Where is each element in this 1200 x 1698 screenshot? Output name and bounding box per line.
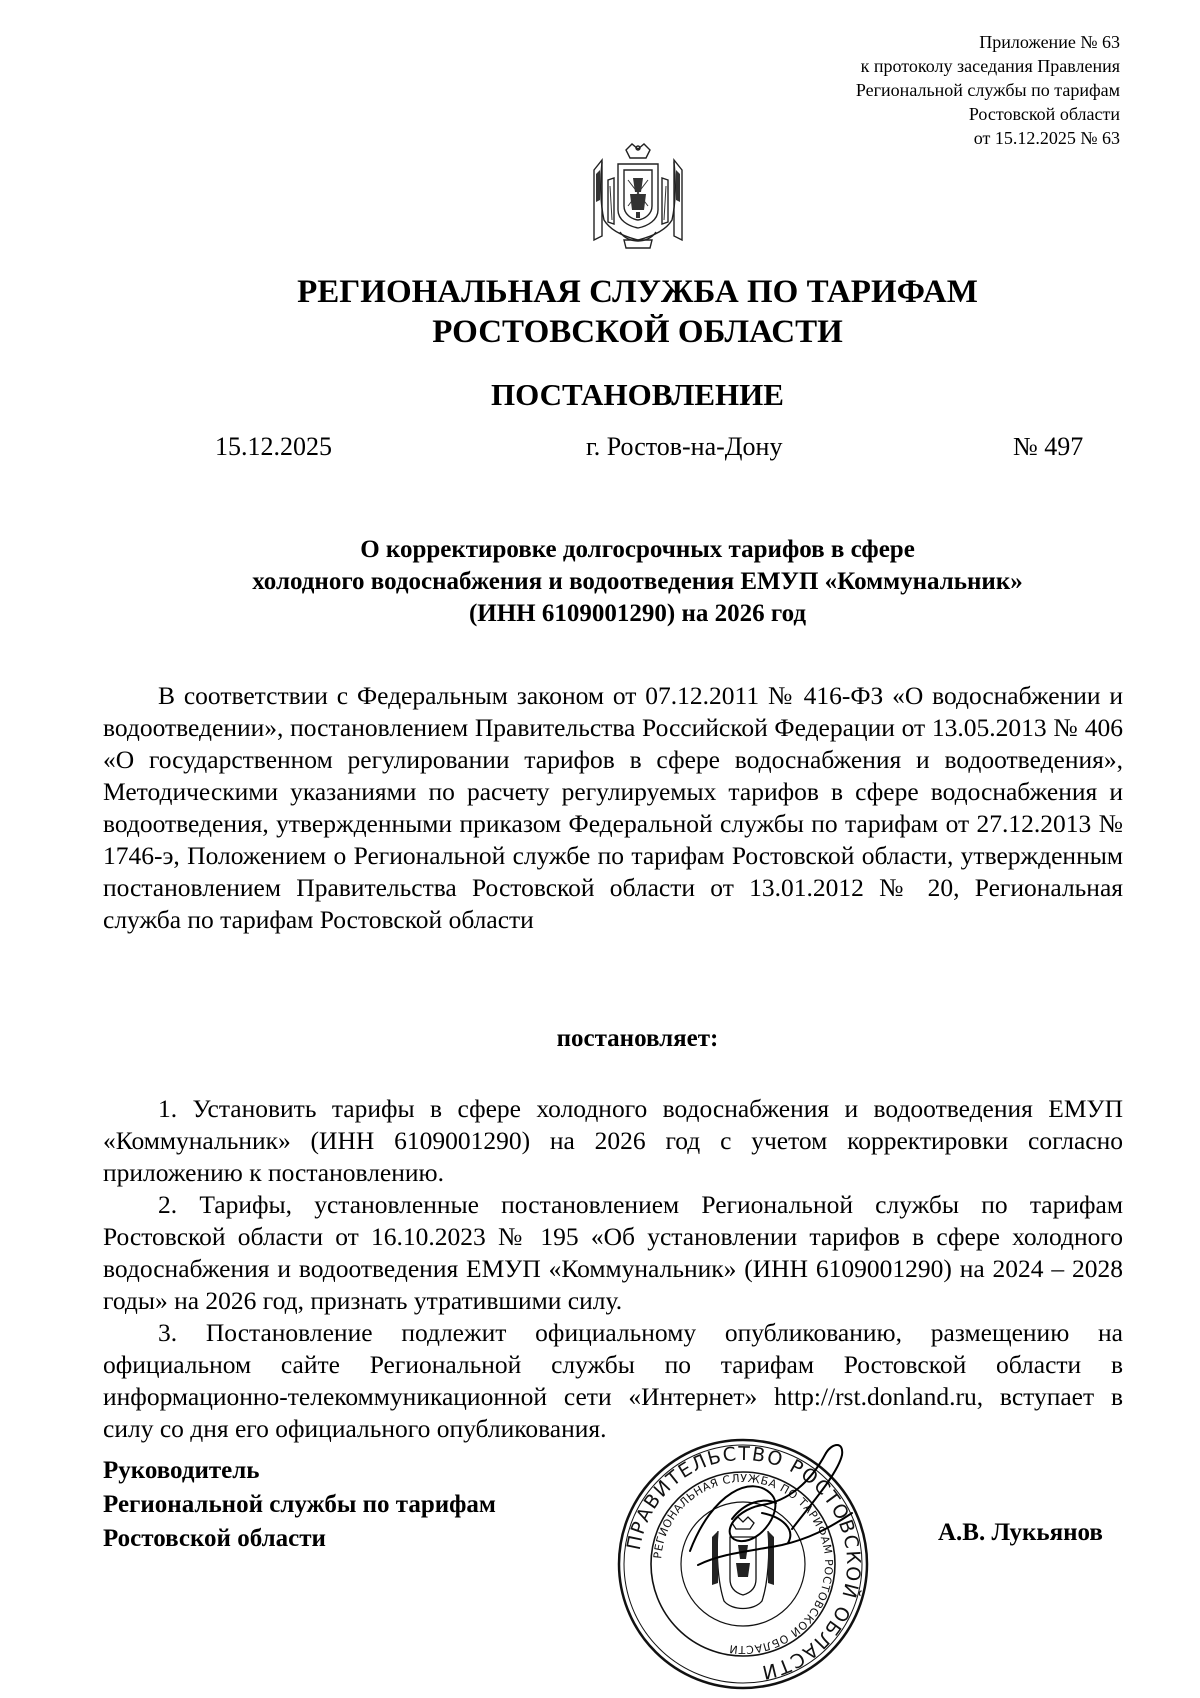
decree-items <box>103 1093 1123 1445</box>
subject-line: О корректировке долгосрочных тарифов в сфере <box>360 536 915 563</box>
decree-item: 2. Тарифы, установленные постановлением Региональной службы по тарифам Ростовской области от 16.10.2023 № 195 «Об установлении тарифов в сфере холодного водоснабжения и водоотведения ЕМУП «Коммунальник» (ИНН 6109001290) на 2024 – 2028 годы» на 2026 год, признать утратившими силу. <box>103 1190 1123 1315</box>
annex-line: к протоколу заседания Правления <box>860 56 1120 76</box>
annex-line: Региональной службы по тарифам <box>855 80 1120 100</box>
official-seal-icon <box>612 1433 874 1695</box>
decree-item: 1. Установить тарифы в сфере холодного водоснабжения и водоотведения ЕМУП «Коммунальник» (ИНН 6109001290) на 2026 год с учетом корректировки согласно приложению к постановлению. <box>103 1094 1123 1187</box>
annex-block <box>856 30 1120 150</box>
document-date: 15.12.2025 <box>215 432 332 461</box>
annex-line: Приложение № 63 <box>979 32 1120 52</box>
signatory-title-line: Руководитель <box>103 1457 260 1484</box>
preamble-paragraph: В соответствии с Федеральным законом от 07.12.2011 № 416-ФЗ «О водоснабжении и водоотведении», постановлением Правительства Российской Федерации от 13.05.2013 № 406 «О государственном регулировании тарифов в сфере водоснабжения и водоотведения», Методическими указаниями по расчету регулируемых тарифов в сфере водоснабжения и водоотведения, утвержденными приказом Федеральной службы по тарифам от 27.12.2013 № 1746-э, Положением о Региональной службе по тарифам Ростовской области, утвержденным постановлением Правительства Ростовской области от 13.01.2012 № 20, Региональная служба по тарифам Ростовской области <box>103 681 1123 934</box>
subject-line: (ИНН 6109001290) на 2026 год <box>468 600 807 627</box>
document-city: г. Ростов-на-Дону <box>586 432 783 461</box>
organization-name <box>0 272 1200 352</box>
subject-line: холодного водоснабжения и водоотведения ЕМУП «Коммунальник» <box>252 568 1023 595</box>
signatory-title <box>103 1454 496 1556</box>
org-line: РЕГИОНАЛЬНАЯ СЛУЖБА ПО ТАРИФАМ <box>297 274 978 310</box>
coat-of-arms-icon <box>588 140 688 252</box>
signatory-title-line: Региональной службы по тарифам <box>103 1491 496 1518</box>
org-line: РОСТОВСКОЙ ОБЛАСТИ <box>432 314 843 350</box>
document-type: ПОСТАНОВЛЕНИЕ <box>491 377 784 412</box>
decree-word: постановляет: <box>556 1025 719 1052</box>
seal-outer-text: ПРАВИТЕЛЬСТВО РОСТОВСКОЙ ОБЛАСТИ <box>622 1442 865 1684</box>
seal-inner-text: РЕГИОНАЛЬНАЯ СЛУЖБА ПО ТАРИФАМ РОСТОВСКОЙ ОБЛАСТИ <box>651 1471 836 1657</box>
annex-line: от 15.12.2025 № 63 <box>973 128 1120 148</box>
signatory-name: А.В. Лукьянов <box>938 1519 1103 1546</box>
signatory-title-line: Ростовской области <box>103 1525 326 1552</box>
document-subject <box>0 534 1200 630</box>
decree-item: 3. Постановление подлежит официальному опубликованию, размещению на официальном сайте Региональной службы по тарифам Ростовской области в информационно-телекоммуникационной сети «Интернет» http://rst.donland.ru, вступает в силу со дня его официального опубликования. <box>103 1318 1123 1443</box>
document-number: № 497 <box>1013 432 1084 461</box>
annex-line: Ростовской области <box>968 104 1120 124</box>
